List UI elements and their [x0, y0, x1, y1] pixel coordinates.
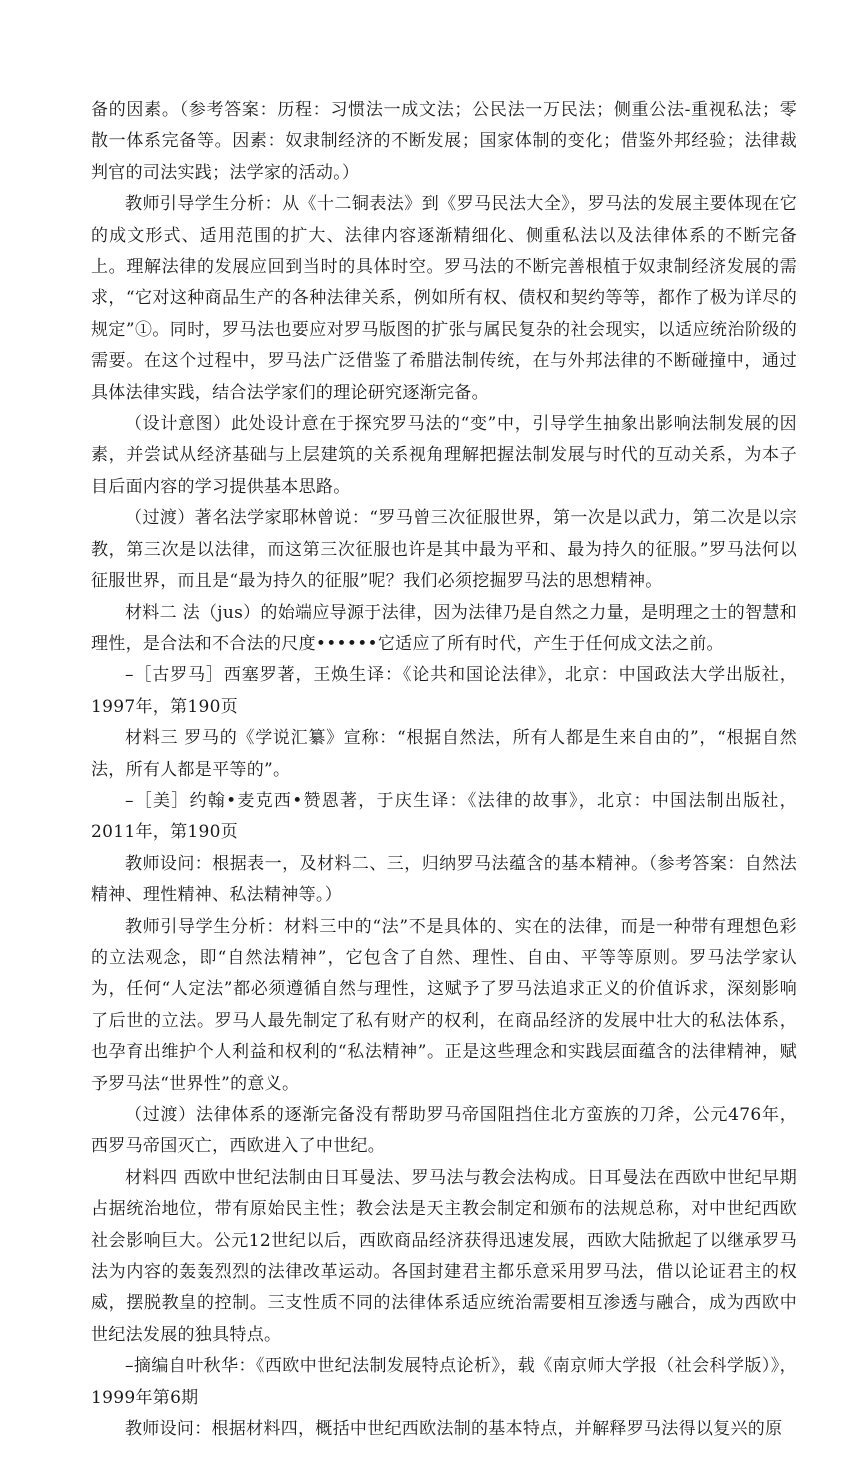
paragraph-9: 教师设问：根据表一，及材料二、三，归纳罗马法蕴含的基本精神。（参考答案：自然法精神、理性精神、私法精神等。）	[91, 853, 797, 906]
document-body	[91, 95, 797, 1445]
paragraph-5: 材料二 法（jus）的始端应导源于法律，因为法律乃是自然之力量，是明理之士的智慧和理性，是合法和不合法的尺度••••••它适应了所有时代，产生于任何成文法之前。	[91, 602, 797, 654]
paragraph-10: 教师引导学生分析：材料三中的“法”不是具体的、实在的法律，而是一种带有理想色彩的立法观念，即“自然法精神”，它包含了自然、理性、自由、平等等原则。罗马法学家认为，任何“人定法”都必须遵循自然与理性，这赋予了罗马法追求正义的价值诉求，深刻影响了后世的立法。罗马人最先制定了私有财产的权利，在商品经济的发展中壮大的私法体系，也孕育出维护个人利益和权利的“私法精神”。正是这些理念和实践层面蕴含的法律精神，赋予罗马法“世界性”的意义。	[91, 916, 797, 1094]
paragraph-12: 材料四 西欧中世纪法制由日耳曼法、罗马法与教会法构成。日耳曼法在西欧中世纪早期占据统治地位，带有原始民主性；教会法是天主教会制定和颁布的法规总称，对中世纪西欧社会影响巨大。公元12世纪以后，西欧商品经济获得迅速发展，西欧大陆掀起了以继承罗马法为内容的轰轰烈烈的法律改革运动。各国封建君主都乐意采用罗马法，借以论证君主的权威，摆脱教皇的控制。三支性质不同的法律体系适应统治需要相互渗透与融合，成为西欧中世纪法发展的独具特点。	[91, 1167, 797, 1345]
paragraph-14: 教师设问：根据材料四，概括中世纪西欧法制的基本特点，并解释罗马法得以复兴的原	[125, 1419, 783, 1440]
paragraph-2: 教师引导学生分析：从《十二铜表法》到《罗马民法大全》，罗马法的发展主要体现在它的成文形式、适用范围的扩大、法律内容逐渐精细化、侧重私法以及法律体系的不断完备上。理解法律的发展应回到当时的具体时空。罗马法的不断完善根植于奴隶制经济发展的需求，“它对这种商品生产的各种法律关系，例如所有权、债权和契约等等，都作了极为详尽的规定”①。同时，罗马法也要应对罗马版图的扩张与属民复杂的社会现实，以适应统治阶级的需要。在这个过程中，罗马法广泛借鉴了希腊法制传统，在与外邦法律的不断碰撞中，通过具体法律实践，结合法学家们的理论研究逐渐完备。	[91, 194, 797, 403]
paragraph-4: （过渡）著名法学家耶林曾说：“罗马曾三次征服世界，第一次是以武力，第二次是以宗教，第三次是以法律，而这第三次征服也许是其中最为平和、最为持久的征服。”罗马法何以征服世界，而且是“最为持久的征服”呢？我们必须挖掘罗马法的思想精神。	[91, 508, 797, 592]
citation-3: –摘编自叶秋华：《西欧中世纪法制发展特点论析》，载《南京师大学报（社会科学版）》，1999年第6期	[91, 1356, 797, 1408]
paragraph-11: （过渡）法律体系的逐渐完备没有帮助罗马帝国阻挡住北方蛮族的刀斧，公元476年，西罗马帝国灭亡，西欧进入了中世纪。	[91, 1105, 797, 1157]
citation-1: –［古罗马］西塞罗著，王焕生译：《论共和国论法律》，北京：中国政法大学出版社，1997年，第190页	[91, 665, 797, 717]
paragraph-3: （设计意图）此处设计意在于探究罗马法的“变”中，引导学生抽象出影响法制发展的因素，并尝试从经济基础与上层建筑的关系视角理解把握法制发展与时代的互动关系，为本子目后面内容的学习提供基本思路。	[91, 414, 797, 497]
citation-2: –［美］约翰•麦克西•赞恩著，于庆生译：《法律的故事》，北京：中国法制出版社，2011年，第190页	[91, 790, 797, 843]
paragraph-7: 材料三 罗马的《学说汇纂》宣称：“根据自然法，所有人都是生来自由的”，“根据自然法，所有人都是平等的”。	[91, 728, 797, 780]
paragraph-1: 备的因素。（参考答案：历程：习惯法一成文法；公民法一万民法；侧重公法-重视私法；零散一体系完备等。因素：奴隶制经济的不断发展；国家体制的变化；借鉴外邦经验；法律裁判官的司法实践；法学家的活动。）	[91, 100, 797, 183]
